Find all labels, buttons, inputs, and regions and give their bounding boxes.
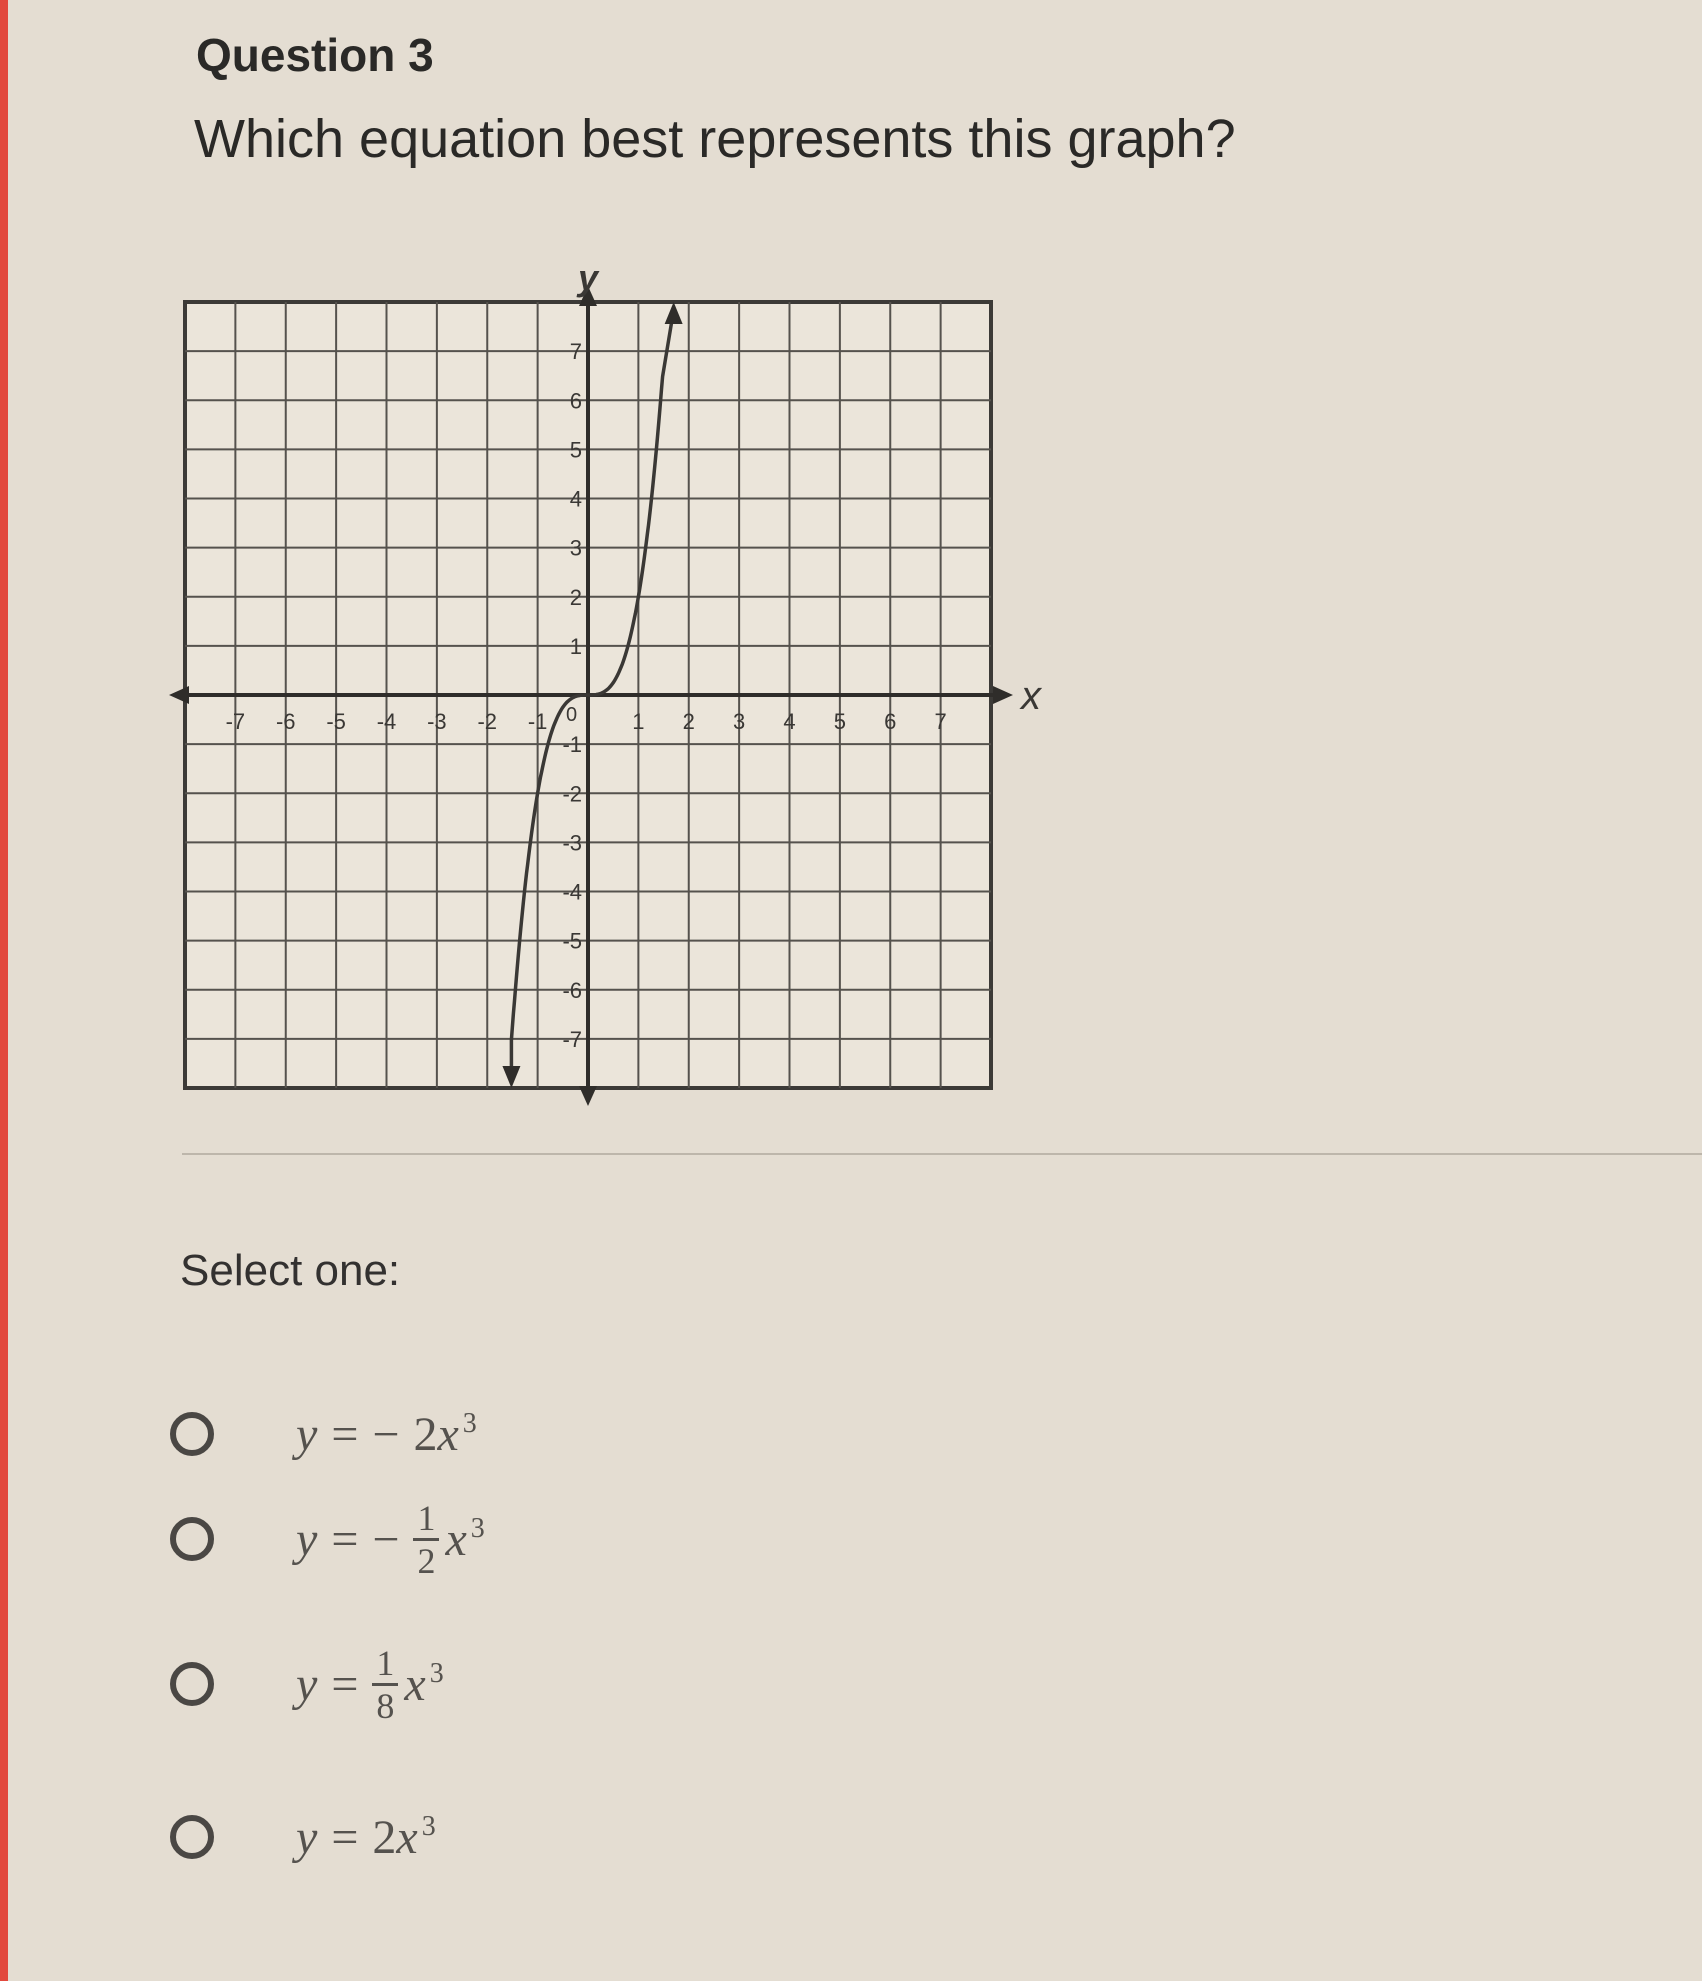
equation [296,1407,477,1462]
x-tick-label: 6 [884,709,897,734]
y-tick-label: -7 [562,1026,582,1052]
y-axis-label: y [578,257,599,298]
x-tick-label: 5 [833,709,846,734]
y-tick-label: 7 [569,339,582,365]
fraction [372,1642,398,1726]
radio-button[interactable] [170,1662,214,1706]
radio-button[interactable] [170,1815,214,1859]
x-tick-label: -3 [427,709,447,734]
x-tick-label: -1 [527,709,548,734]
coefficient: 2 [372,1810,397,1864]
exponent: 3 [470,1513,485,1544]
x-tick-label: 1 [632,709,645,734]
divider [182,1153,1702,1155]
fraction [413,1497,439,1581]
equals-sign: = [331,1657,359,1711]
numerator: 1 [372,1645,398,1686]
y-axis-arrow-down [579,1086,597,1106]
minus-sign: − [372,1512,400,1566]
y-tick-label: -4 [562,879,582,905]
select-one-label: Select one: [180,1246,401,1295]
x-tick-label: -7 [225,709,246,734]
equation-lhs: y [296,1657,318,1711]
y-tick-label: 5 [569,437,582,463]
answer-option-4[interactable] [170,1797,436,1877]
y-tick-label: -2 [562,781,582,807]
question-text: Which equation best represents this graph? [194,109,1236,169]
question-title: Question 3 [196,29,434,81]
equation [296,1497,485,1581]
y-tick-label: -3 [562,830,582,856]
y-tick-label: -5 [562,928,582,954]
denominator: 2 [417,1540,436,1581]
answer-option-3[interactable] [170,1644,444,1724]
answer-option-1[interactable] [170,1394,477,1474]
exponent: 3 [421,1811,436,1842]
exponent: 3 [462,1408,477,1439]
y-tick-label: 2 [569,584,582,610]
x-tick-label: 2 [682,709,695,734]
left-edge-strip [0,0,8,1981]
y-tick-label: 4 [569,486,582,512]
y-tick-label: 3 [569,535,582,561]
minus-sign: − [372,1407,400,1461]
equals-sign: = [331,1407,359,1461]
y-tick-label: 6 [569,388,582,414]
exponent: 3 [429,1658,444,1689]
variable: x [404,1657,426,1711]
x-tick-label: -4 [376,709,397,734]
y-tick-label: -1 [562,732,582,758]
x-tick-label: -6 [275,709,296,734]
radio-button[interactable] [170,1412,214,1456]
x-tick-label: 4 [783,709,796,734]
equals-sign: = [331,1810,359,1864]
equation-lhs: y [296,1407,318,1461]
coefficient: 2 [413,1407,438,1461]
x-axis-label: x [1021,674,1041,718]
equation [296,1642,444,1726]
radio-button[interactable] [170,1517,214,1561]
variable: x [445,1512,467,1566]
equation [296,1810,436,1865]
x-axis-arrow-right [993,686,1013,704]
denominator: 8 [376,1685,395,1726]
x-axis-arrow-left [169,686,189,704]
x-tick-label: 3 [733,709,746,734]
numerator: 1 [413,1500,439,1541]
equation-lhs: y [296,1512,318,1566]
equation-lhs: y [296,1810,318,1864]
variable: x [396,1810,418,1864]
y-tick-label: -6 [562,977,582,1003]
answer-option-2[interactable] [170,1499,485,1579]
x-tick-label: 7 [934,709,947,734]
cubic-graph [150,255,1070,1115]
x-tick-label: -5 [326,709,346,734]
variable: x [437,1407,459,1461]
origin-label: 0 [566,704,578,726]
x-tick-label: -2 [477,709,498,734]
y-tick-label: 1 [569,633,582,659]
equals-sign: = [331,1512,359,1566]
